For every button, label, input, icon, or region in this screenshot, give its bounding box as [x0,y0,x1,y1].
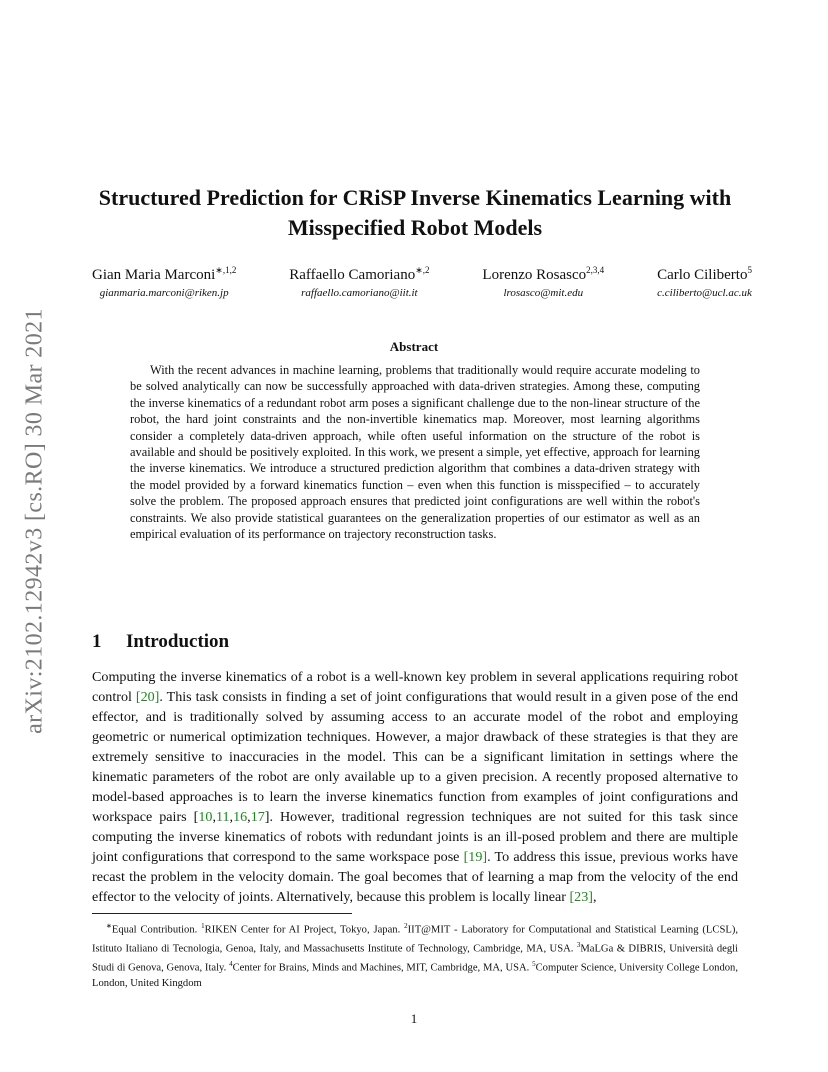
intro-text-run: . This task consists in finding a set of joint configurations that would result in a given pose of the end effector, and is traditionally solved by assuming access to an accurate model of the robot and employing geometric or numerical optimization techniques. However, a major drawback of these strategies is that they are extremely sensitive to inaccuracies in the model. This can be a significant limitation in settings where the kinematic parameters of the robot are only available up to a given precision. A recently proposed alternative to model-based approaches is to learn the inverse kinematics function from examples of joint configurations and workspace pairs [ [92,689,738,825]
citation-link[interactable]: 10 [198,809,213,825]
author-name: Carlo Ciliberto [657,267,748,283]
author [482,260,604,301]
citation-separator: , [247,809,251,825]
intro-text-run: ]. However, traditional regression techniques are not suited for this task since computing the inverse kinematics of robots with redundant joints is an ill-posed problem and there are multiple joint configurations that correspond to the same workspace pose [92,809,738,865]
footnote-text: Computer Science, University College London, London, United Kingdom [92,962,738,990]
footnote-text: RIKEN Center for AI Project, Tokyo, Japan. [204,924,405,936]
intro-text-run: . To address this issue, previous works have recast the problem in the velocity domain. The goal becomes that of learning a map from the velocity of the end effector to the velocity of joints. Alternatively, because this problem is locally linear [92,849,738,905]
footnote-divider [92,913,352,914]
footnote-text: IIT@MIT - Laboratory for Computational and Statistical Learning (LCSL), Istituto Italiano di Tecnologia, Genoa, Italy, and Massachusetts Institute of Technology, Cambridge, MA, USA. [92,924,738,955]
citation-link[interactable]: 11 [215,809,230,825]
intro-text-run: Computing the inverse kinematics of a robot is a well-known key problem in several applications requiring robot control [92,669,738,705]
author-affiliation: 2,3,4 [586,265,605,275]
citation-link[interactable]: 17 [250,809,265,825]
author-email: raffaello.camoriano@iit.it [301,287,418,299]
citation-separator: , [212,809,216,825]
author-affiliation: ∗,1,2 [215,265,237,275]
author-email: gianmaria.marconi@riken.jp [99,287,229,299]
paper-title: Structured Prediction for CRiSP Inverse Kinematics Learning with Misspecified Robot Models [98,185,732,240]
footnote-text: MaLGa & DIBRIS, Università degli Studi di Genova, Genova, Italy. [92,943,738,974]
author-affiliation: ∗,2 [415,265,430,275]
footnote-mark: 5 [532,960,536,969]
footnote [92,919,738,992]
author-name: Raffaello Camoriano [289,267,416,283]
abstract-heading: Abstract [389,339,439,354]
citation-link[interactable]: [23] [569,889,593,905]
section-number: 1 [92,631,102,652]
section-title: Introduction [126,631,230,652]
intro-paragraph [92,667,738,907]
citation-link[interactable]: [19] [463,849,488,865]
author [92,260,236,301]
intro-text-run: , [592,889,597,905]
footnote-mark: 2 [404,922,408,930]
footnote-mark: ∗ [106,922,112,930]
author [657,260,752,301]
author-email: lrosasco@mit.edu [503,287,584,299]
citation-link[interactable]: 16 [233,809,248,825]
footnote-text: Equal Contribution. [111,924,202,936]
author-affiliation: 5 [747,265,752,275]
footnote-mark: 4 [229,960,233,969]
section-heading [92,631,229,653]
footnote-mark: 1 [201,922,205,930]
arxiv-stamp-text: arXiv:2102.12942v3 [cs.RO] 30 Mar 2021 [21,307,48,734]
author-name: Lorenzo Rosasco [482,267,587,283]
citation-link[interactable]: [20] [135,689,160,705]
abstract-text: With the recent advances in machine learning, problems that traditionally would require accurate modeling to be solved analytically can now be successfully approached with data-driven strategies. Among these, computing the inverse kinematics of a redundant robot arm poses a significant challenge due to the non-linear structure of the robot, the hard joint constraints and the non-invertible kinematics map. Moreover, most learning algorithms consider a completely data-driven approach, while often useful information on the structure of the robot is available and should be positively exploited. In this work, we present a simple, yet effective, approach for learning the inverse kinematics. We introduce a structured prediction algorithm that combines a data-driven strategy with the model provided by a forward kinematics function – even when this function is misspecified – to accurately solve the problem. The proposed approach ensures that predicted joint configurations are well within the robot's constraints. We also provide statistical guarantees on the generalization properties of our estimator as well as an empirical evaluation of its performance on trajectory reconstruction tasks. [130,363,700,542]
author [289,260,429,301]
author-list [92,260,752,301]
page-number: 1 [410,1011,418,1026]
citation-separator: , [229,809,234,825]
footnote-mark: 3 [576,941,581,950]
footnote-text: Center for Brains, Minds and Machines, MIT, Cambridge, MA, USA. [232,962,533,974]
author-name: Gian Maria Marconi [92,267,216,283]
author-email: c.ciliberto@ucl.ac.uk [657,287,752,299]
